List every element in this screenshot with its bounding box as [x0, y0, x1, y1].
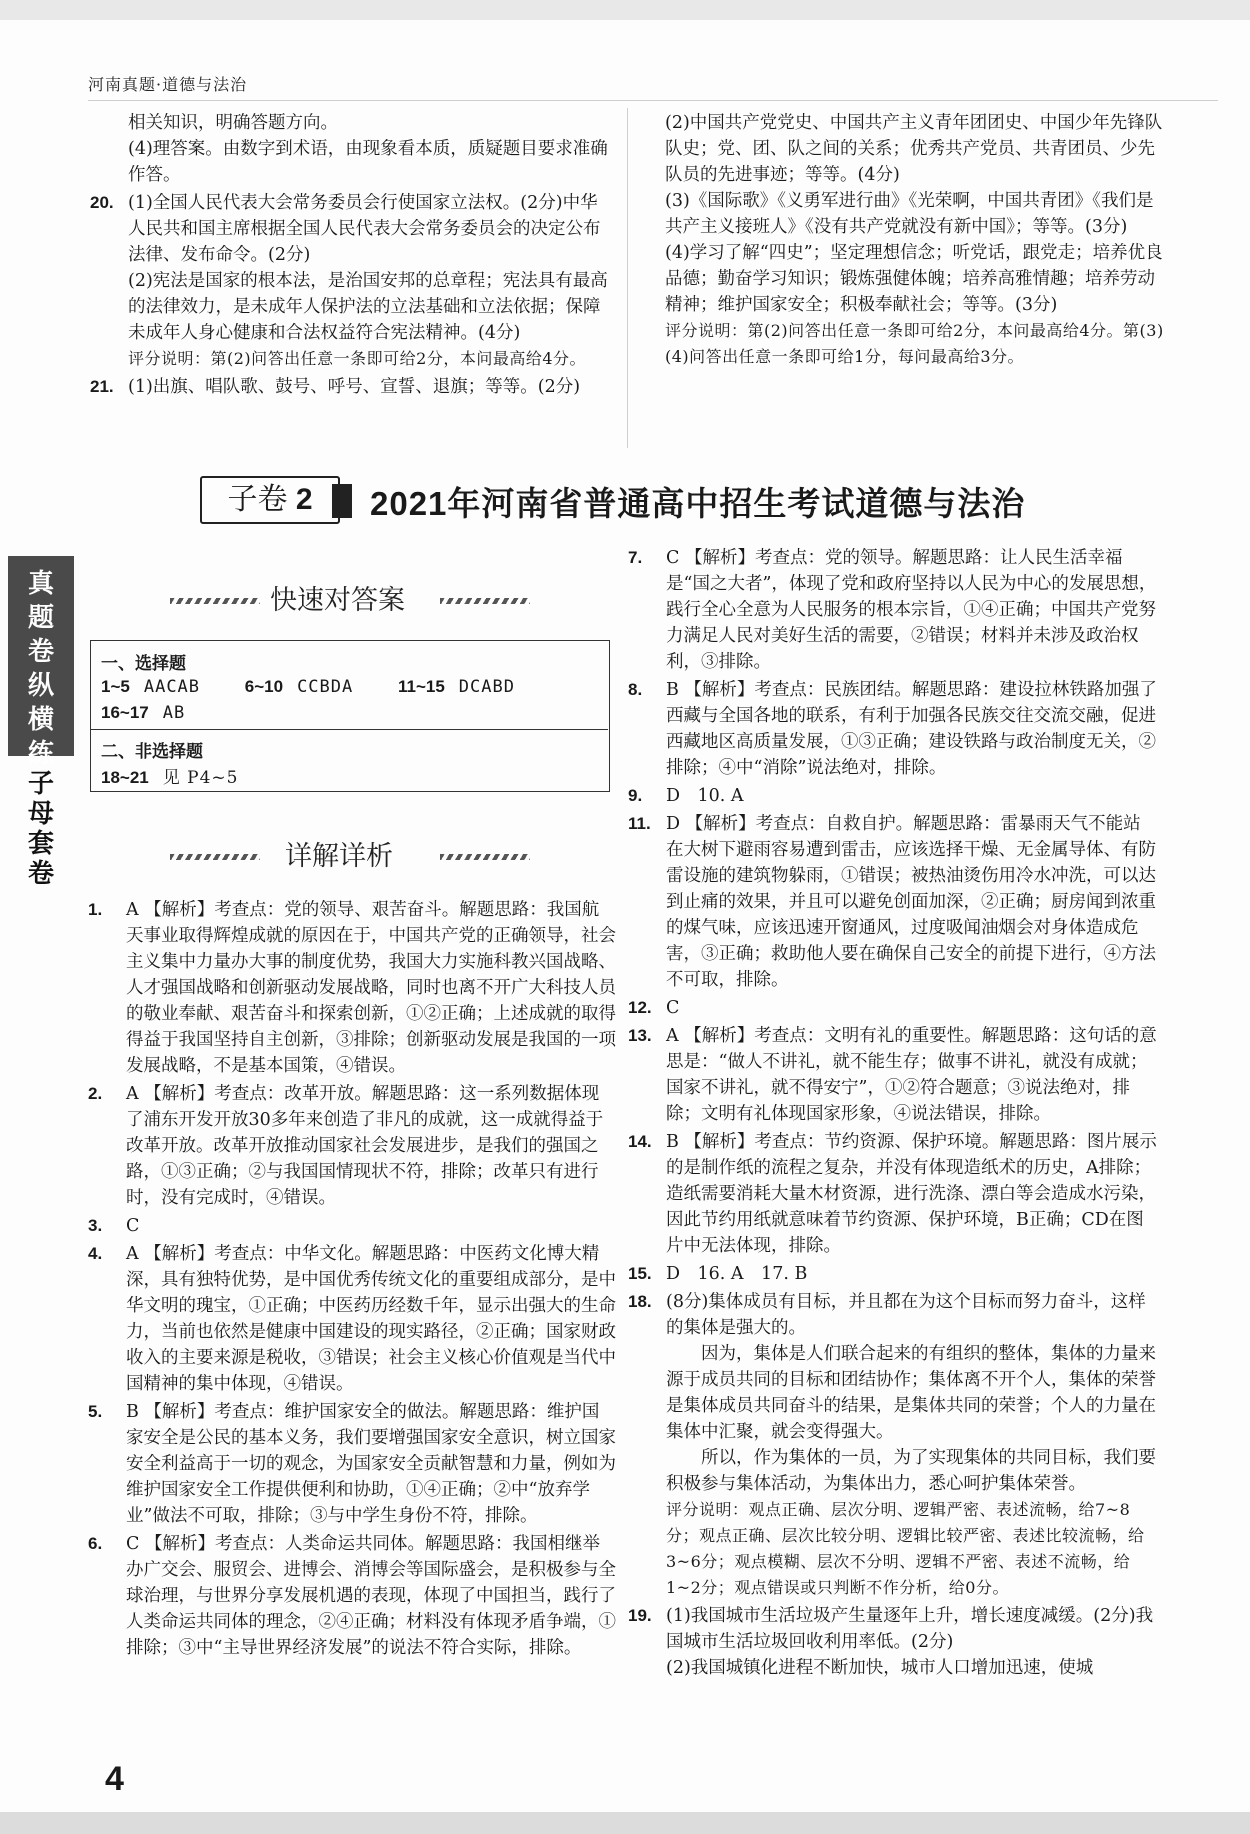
answer-value: DCABD: [458, 677, 515, 697]
answer-row: [101, 677, 555, 697]
answer-text: D 【解析】考查点：自救自护。解题思路：雷暴雨天气不能站在大树下避雨容易遭到雷击，应该选择干燥、无金属导体、有防雷设施的建筑物躲雨，①错误；被热油烫伤用冷水冲洗，可以达到止痛的效果，并且可以避免创面加深，②正确；厨房闻到浓重的煤气味，应该迅速开窗通风，过度吸闻油烟会对身体造成危害，③正确；救助他人要在确保自己安全的前提下进行，④方法不可取，排除。: [666, 814, 1156, 990]
side-char: 卷: [27, 636, 54, 666]
answer-text: C 【解析】考查点：人类命运共同体。解题思路：我国相继举办广交会、服贸会、进博会、消博会等国际盛会，是积极参与全球治理，与世界分享发展机遇的表现，体现了中国担当，践行了人类命运共同体的理念，②④正确；材料没有体现矛盾争端，①排除；③中“主导世界经济发展”的说法不符合实际，排除。: [126, 1534, 616, 1658]
scoring-note: 评分说明：第(2)问答出任意一条即可给2分，本问最高给4分。: [128, 349, 587, 368]
detailed-answers-left: [88, 897, 616, 1663]
nonchoice-section-title: 二、非选择题: [101, 742, 203, 761]
question-number: 15.: [628, 1264, 652, 1283]
answer-item: [88, 897, 616, 1079]
answer-text: A 【解析】考查点：改革开放。解题思路：这一系列数据体现了浦东开发开放30多年来创造了非凡的成就，这一成就得益于改革开放。改革开放推动国家社会发展进步，是我们的强国之路，①③正确；②与我国国情现状不符，排除；改革只有进行时，没有完成时，④错误。: [126, 1084, 604, 1208]
question-number: 21.: [90, 377, 114, 396]
details-heading: 详解详析: [285, 841, 393, 871]
question-number: 3.: [88, 1216, 103, 1235]
answer-range: 18~21: [101, 768, 149, 787]
answer-text: C: [126, 1216, 140, 1236]
answer-text: C: [666, 998, 680, 1018]
answer-text: A 【解析】考查点：党的领导、艰苦奋斗。解题思路：我国航天事业取得辉煌成就的原因在于，中国共产党的正确领导，社会主义集中力量办大事的制度优势，我国大力实施科教兴国战略、人才强国战略和创新驱动发展战略，同时也离不开广大科技人员的敬业奉献、艰苦奋斗和探索创新，①②正确；上述成就的取得得益于我国坚持自主创新，③排除；创新驱动发展是我国的一项发展战略，不是基本国策，④错误。: [126, 900, 616, 1076]
exam-title: 2021年河南省普通高中招生考试道德与法治: [370, 485, 1026, 522]
answer-part-2: (2)我国城镇化进程不断加快，城市人口增加迅速，使城: [666, 1658, 1094, 1678]
side-tab-series: [8, 556, 74, 768]
detailed-answers-right: [628, 545, 1158, 1683]
sub-paper-badge: [200, 476, 340, 524]
question-number: 7.: [628, 548, 643, 567]
answer-item: [88, 1241, 616, 1397]
answer-item: [88, 1531, 616, 1661]
answer-item: [628, 545, 1158, 675]
question-21: [90, 374, 615, 400]
answer-text: C 【解析】考查点：党的领导。解题思路：让人民生活幸福是“国之大者”，体现了党和政府坚持以人民为中心的发展思想，践行全心全意为人民服务的根本宗旨，①④正确；中国共产党努力满足人民对美好生活的需要，②错误；材料并未涉及政治权利，③排除。: [666, 548, 1157, 672]
side-char: 母: [27, 798, 54, 828]
answer-part-2: 因为，集体是人们联合起来的有组织的整体，集体的力量来源于成员共同的目标和团结协作；集体离不开个人，集体的荣誉是集体成员共同奋斗的结果，是集体共同的荣誉；个人的力量在集体中汇聚，就会变得强大。: [666, 1344, 1156, 1442]
header-rule: [88, 100, 1218, 101]
answer-part-2: (2)宪法是国家的根本法，是治国安邦的总章程；宪法具有最高的法律效力，是未成年人保护法的立法基础和立法依据；保障未成年人身心健康和合法权益符合宪法精神。(4分): [128, 271, 608, 343]
side-tab-sub: [8, 768, 74, 896]
page-number: 4: [105, 1760, 124, 1798]
question-number: 11.: [628, 814, 651, 833]
heading-decoration: [170, 854, 260, 860]
running-head: 河南真题·道德与法治: [88, 75, 248, 94]
question-20: [90, 190, 615, 372]
scoring-note: 评分说明：观点正确、层次分明、逻辑严密、表述流畅，给7~8分；观点正确、层次比较分明、逻辑比较严密、表述比较流畅，给3~6分；观点模糊、层次不分明、逻辑不严密、表述不流畅，给1~2分；观点错误或只判断不作分析，给0分。: [666, 1500, 1145, 1597]
answer-part-4: (4)学习了解“四史”；坚定理想信念；听党话，跟党走；培养优良品德；勤奋学习知识；锻炼强健体魄；培养高雅情趣；培养劳动精神；维护国家安全；积极奉献社会；等等。(3分): [665, 243, 1163, 315]
question-number: 5.: [88, 1402, 103, 1421]
answer-row: [101, 763, 278, 788]
answer-text: D 16. A 17. B: [666, 1264, 808, 1284]
answer-text: B 【解析】考查点：民族团结。解题思路：建设拉林铁路加强了西藏与全国各地的联系，有利于加强各民族交往交流交融，促进西藏地区高质量发展，①③正确；建设铁路与政治制度无关，②排除；④中“消除”说法绝对，排除。: [666, 680, 1157, 778]
scan-edge-bottom: [0, 1812, 1250, 1834]
answer-text: A 【解析】考查点：中华文化。解题思路：中医药文化博大精深，具有独特优势，是中国优秀传统文化的重要组成部分，是中华文明的瑰宝，①正确；中医药历经数千年，显示出强大的生命力，当前也依然是健康中国建设的现实路径，②正确；国家财政收入的主要来源是税收，③错误；社会主义核心价值观是当代中国精神的集中体现，④错误。: [126, 1244, 616, 1394]
answer-row: [101, 703, 225, 723]
side-char: 纵: [27, 670, 54, 700]
carryover-block: [90, 110, 615, 188]
answer-range: 1~5: [101, 677, 130, 696]
answer-item: [628, 811, 1158, 993]
side-char: 题: [27, 602, 54, 632]
side-char: 横: [27, 704, 54, 734]
question-number: 13.: [628, 1026, 652, 1045]
sub-paper-number: 2: [295, 483, 313, 516]
answer-item: [628, 677, 1158, 781]
carryover-line-1: 相关知识，明确答题方向。: [128, 113, 338, 133]
sub-paper-label: 子卷: [227, 483, 288, 516]
side-char: 套: [27, 828, 54, 858]
answer-text: A 【解析】考查点：文明有礼的重要性。解题思路：这句话的意思是：“做人不讲礼，就不能生存；做事不讲礼，就没有成就；国家不讲礼，就不得安宁”，①②符合题意；③说法绝对，排除；文明有礼体现国家形象，④说法错误，排除。: [666, 1026, 1157, 1124]
question-number: 12.: [628, 998, 652, 1017]
answer-part-3: (3)《国际歌》《义勇军进行曲》《光荣啊，中国共青团》《我们是共产主义接班人》《没有共产党就没有新中国》；等等。(3分): [665, 191, 1154, 237]
answer-range: 11~15: [397, 677, 445, 696]
heading-decoration: [170, 598, 260, 604]
question-number: 6.: [88, 1534, 103, 1553]
question-number: 4.: [88, 1244, 103, 1263]
side-tab: [8, 556, 74, 896]
question-number: 2.: [88, 1084, 103, 1103]
side-char: 真: [27, 568, 54, 598]
answer-item: [628, 1129, 1158, 1259]
answer-part-1: (1)我国城市生活垃圾产生量逐年上升，增长速度减缓。(2分)我国城市生活垃圾回收利用率低。(2分): [666, 1606, 1154, 1652]
answer-value: AB: [162, 703, 186, 723]
question-number: 1.: [88, 900, 103, 919]
question-number: 19.: [628, 1606, 652, 1625]
question-number: 14.: [628, 1132, 652, 1151]
answer-item: [88, 1081, 616, 1211]
heading-decoration: [440, 854, 530, 860]
side-char: 子: [27, 768, 54, 798]
question-number: 18.: [628, 1292, 652, 1311]
answer-value: CCBDA: [297, 677, 354, 697]
answer-part-1: (8分)集体成员有目标，并且都在为这个目标而努力奋斗，这样的集体是强大的。: [666, 1292, 1146, 1338]
section-banner: [200, 476, 1080, 526]
answer-item: [628, 1261, 1158, 1287]
scoring-note: 评分说明：第(2)问答出任意一条即可给2分，本问最高给4分。第(3)(4)问答出任意一条即可给1分，每问最高给3分。: [665, 321, 1164, 366]
quick-answer-box: [90, 640, 610, 792]
answer-part-1: (1)全国人民代表大会常务委员会行使国家立法权。(2分)中华人民共和国主席根据全国人民代表大会常务委员会的决定公布法律、发布命令。(2分): [128, 193, 601, 265]
answer-part-1: (1)出旗、唱队歌、鼓号、呼号、宣誓、退旗；等等。(2分): [128, 377, 581, 397]
answer-text: B 【解析】考查点：节约资源、保护环境。解题思路：图片展示的是制作纸的流程之复杂，并没有体现造纸术的历史，A排除；造纸需要消耗大量木材资源，进行洗涤、漂白等会造成水污染，因此节约用纸就意味着节约资源、保护环境，B正确；CD在图片中无法体现，排除。: [666, 1132, 1157, 1256]
answer-text: D 10. A: [666, 786, 744, 806]
answer-range: 6~10: [244, 677, 284, 696]
top-left-column: [90, 110, 615, 402]
answer-item: [88, 1213, 616, 1239]
answer-value: AACAB: [143, 677, 201, 697]
question-19: [628, 1603, 1158, 1681]
answer-item: [628, 783, 1158, 809]
answer-part-2: (2)中国共产党党史、中国共产主义青年团团史、中国少年先锋队队史；党、团、队之间的关系；优秀共产党员、共青团员、少先队员的先进事迹；等等。(4分): [665, 113, 1163, 185]
answer-box-divider: [91, 729, 608, 730]
answer-text: B 【解析】考查点：维护国家安全的做法。解题思路：维护国家安全是公民的基本义务，我们要增强国家安全意识，树立国家安全利益高于一切的观念，为国家安全贡献智慧和力量，例如为维护国家安全工作提供便利和协助，①④正确；②中“放弃学业”做法不可取，排除；③与中学生身份不符，排除。: [126, 1402, 616, 1526]
question-18: [628, 1289, 1158, 1601]
answer-item: [628, 995, 1158, 1021]
answer-value: 见 P4~5: [162, 768, 239, 788]
answer-part-3: 所以，作为集体的一员，为了实现集体的共同目标，我们要积极参与集体活动，为集体出力，悉心呵护集体荣誉。: [666, 1448, 1156, 1494]
question-number: 20.: [90, 193, 114, 212]
side-char: 练: [27, 738, 54, 768]
answer-item: [88, 1399, 616, 1529]
carryover-line-2: (4)理答案。由数字到术语，由现象看本质，质疑题目要求准确作答。: [128, 139, 608, 185]
banner-bar: [332, 484, 352, 518]
answer-item: [628, 1023, 1158, 1127]
top-right-column: [665, 110, 1165, 370]
scan-edge-top: [0, 0, 1250, 20]
heading-decoration: [440, 598, 530, 604]
choice-section-title: 一、选择题: [101, 654, 186, 673]
question-number: 8.: [628, 680, 643, 699]
side-char: 卷: [27, 858, 54, 888]
column-divider: [627, 108, 628, 448]
answer-range: 16~17: [101, 703, 149, 722]
quick-answers-heading: 快速对答案: [270, 585, 405, 615]
question-number: 9.: [628, 786, 643, 805]
